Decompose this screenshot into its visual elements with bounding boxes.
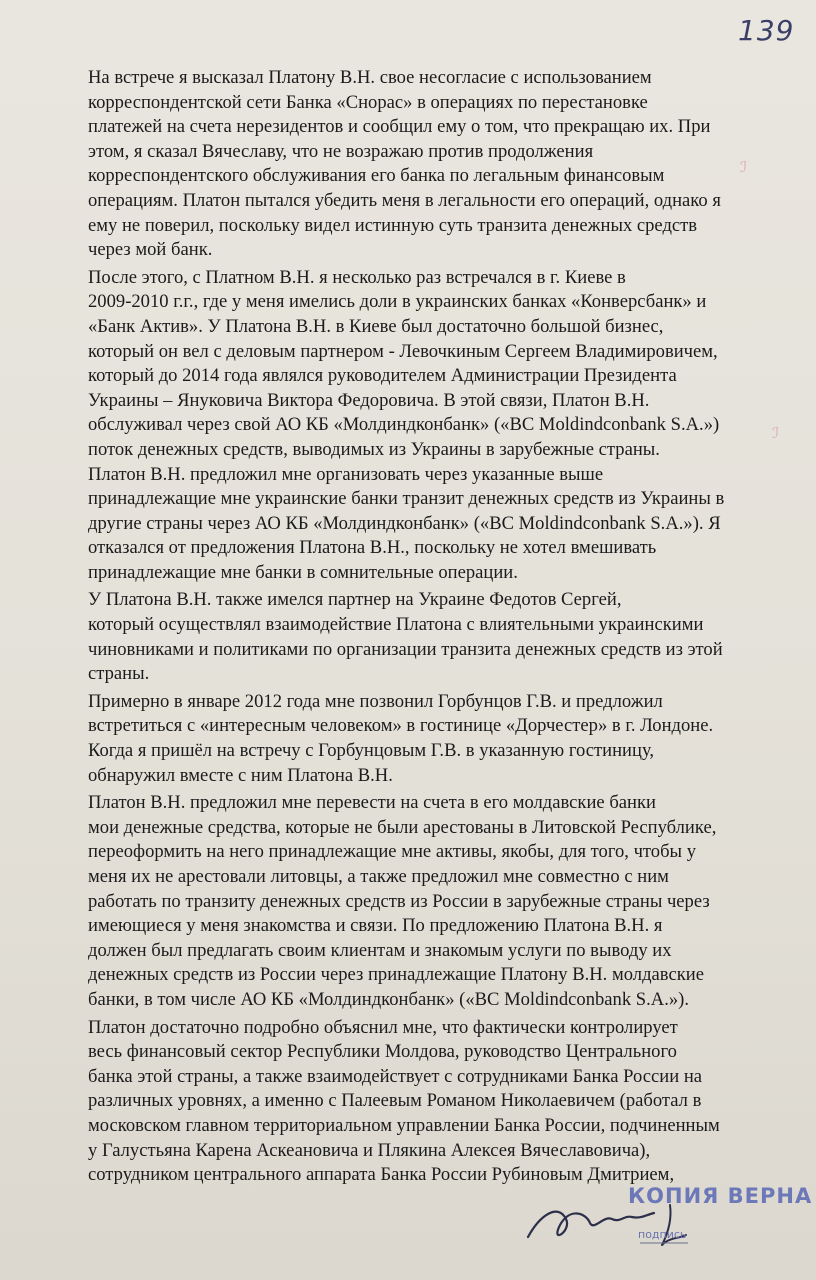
text-line: который до 2014 года являлся руководителем Администрации Президента: [88, 365, 677, 387]
certified-copy-stamp: КОПИЯ ВЕРНА: [628, 1184, 813, 1208]
text-line: Примерно в январе 2012 года мне позвонил Горбунцов Г.В. и предложил: [88, 690, 663, 712]
text-line: принадлежащие мне банки в сомнительные операции.: [88, 561, 518, 583]
text-line: у Галустьяна Карена Аскеановича и Плякина Алексея Вячеславовича),: [88, 1139, 651, 1161]
text-line: этом, я сказал Вячеславу, что не возражаю против продолжения: [88, 140, 594, 162]
text-line: банки, в том числе АО КБ «Молдиндконбанк» («BC Moldindconbank S.A.»).: [88, 988, 689, 1010]
text-line: На встрече я высказал Платону В.Н. свое несогласие с использованием: [88, 67, 652, 88]
paragraph: [42, 266, 770, 586]
text-line: который осуществлял взаимодействие Платона с влиятельными украинскими: [88, 614, 704, 636]
text-line: поток денежных средств, выводимых из Украины в зарубежные страны.: [88, 438, 660, 460]
text-line: Платон В.Н. предложил мне перевести на счета в его молдавские банки: [88, 792, 656, 814]
text-line: другие страны через АО КБ «Молдиндконбанк» («BC Moldindconbank S.A.»). Я: [88, 512, 721, 534]
text-line: московском главном территориальном управлении Банка России, подчиненным: [88, 1114, 720, 1136]
paragraph: [42, 1016, 770, 1188]
text-line: сотрудником центрального аппарата Банка России Рубиновым Дмитрием,: [88, 1164, 675, 1186]
text-line: встретиться с «интересным человеком» в гостинице «Дорчестер» в г. Лондоне.: [88, 715, 714, 737]
text-line: обслуживал через свой АО КБ «Молдиндконбанк» («BC Moldindconbank S.A.»): [88, 414, 720, 436]
text-line: отказался от предложения Платона В.Н., поскольку не хотел вмешивать: [88, 537, 657, 559]
text-line: обнаружил вместе с ним Платона В.Н.: [88, 764, 393, 786]
text-line: «Банк Актив». У Платона В.Н. в Киеве был достаточно большой бизнес,: [88, 315, 664, 337]
text-line: мои денежные средства, которые не были арестованы в Литовской Республике,: [88, 816, 717, 838]
text-line: Платон достаточно подробно объяснил мне, что фактически контролирует: [88, 1016, 678, 1038]
paragraph: [42, 690, 770, 788]
text-line: Украины – Януковича Виктора Федоровича. В этой связи, Платон В.Н.: [88, 389, 650, 411]
page-number: 139: [738, 14, 795, 47]
text-line: банка этой страны, а также взаимодействует с сотрудниками Банка России на: [88, 1065, 703, 1087]
text-line: имеющиеся у меня знакомства и связи. По предложению Платона В.Н. я: [88, 915, 663, 937]
text-line: меня их не арестовали литовцы, а также предложил мне совместно с ним: [88, 866, 669, 887]
document-body: [42, 66, 770, 1191]
paragraph: [42, 588, 770, 686]
text-line: операциям. Платон пытался убедить меня в легальности его операций, однако я: [88, 189, 721, 211]
paragraph: [42, 66, 770, 263]
text-line: У Платона В.Н. также имелся партнер на Украине Федотов Сергей,: [88, 589, 622, 611]
bleed-through-mark: ℐ: [772, 424, 780, 442]
text-line: переоформить на него принадлежащие мне активы, якобы, для того, чтобы у: [88, 841, 697, 863]
text-line: который он вел с деловым партнером - Левочкиным Сергеем Владимировичем,: [88, 340, 718, 362]
text-line: ему не поверил, поскольку видел истинную суть транзита денежных средств: [88, 214, 698, 236]
text-line: Платон В.Н. предложил мне организовать через указанные выше: [88, 463, 604, 485]
text-line: различных уровнях, а именно с Палеевым Романом Николаевичем (работал в: [88, 1090, 702, 1112]
text-line: принадлежащие мне украинские банки транзит денежных средств из Украины в: [88, 488, 725, 510]
paragraph: [42, 791, 770, 1012]
stamp-caption: подпись: [638, 1228, 687, 1241]
text-line: страны.: [88, 663, 150, 685]
text-line: корреспондентской сети Банка «Снорас» в операциях по перестановке: [88, 91, 648, 113]
text-line: весь финансовый сектор Республики Молдова, руководство Центрального: [88, 1041, 677, 1063]
text-line: через мой банк.: [88, 239, 213, 261]
text-line: должен был предлагать своим клиентам и знакомым услуги по выводу их: [88, 939, 672, 961]
text-line: работать по транзиту денежных средств из России в зарубежные страны через: [88, 890, 710, 912]
bleed-through-mark: ℐ: [740, 158, 748, 176]
text-line: чиновниками и политиками по организации транзита денежных средств из этой: [88, 638, 723, 660]
text-line: денежных средств из России через принадлежащие Платону В.Н. молдавские: [88, 964, 704, 986]
text-line: Когда я пришёл на встречу с Горбунцовым Г.В. в указанную гостиницу,: [88, 740, 655, 762]
text-line: корреспондентского обслуживания его банка по легальным финансовым: [88, 165, 665, 187]
text-line: После этого, с Платном В.Н. я несколько раз встречался в г. Киеве в: [88, 266, 626, 288]
text-line: 2009-2010 г.г., где у меня имелись доли в украинских банках «Конверсбанк» и: [88, 291, 707, 313]
text-line: платежей на счета нерезидентов и сообщил ему о том, что прекращаю их. При: [88, 116, 711, 138]
